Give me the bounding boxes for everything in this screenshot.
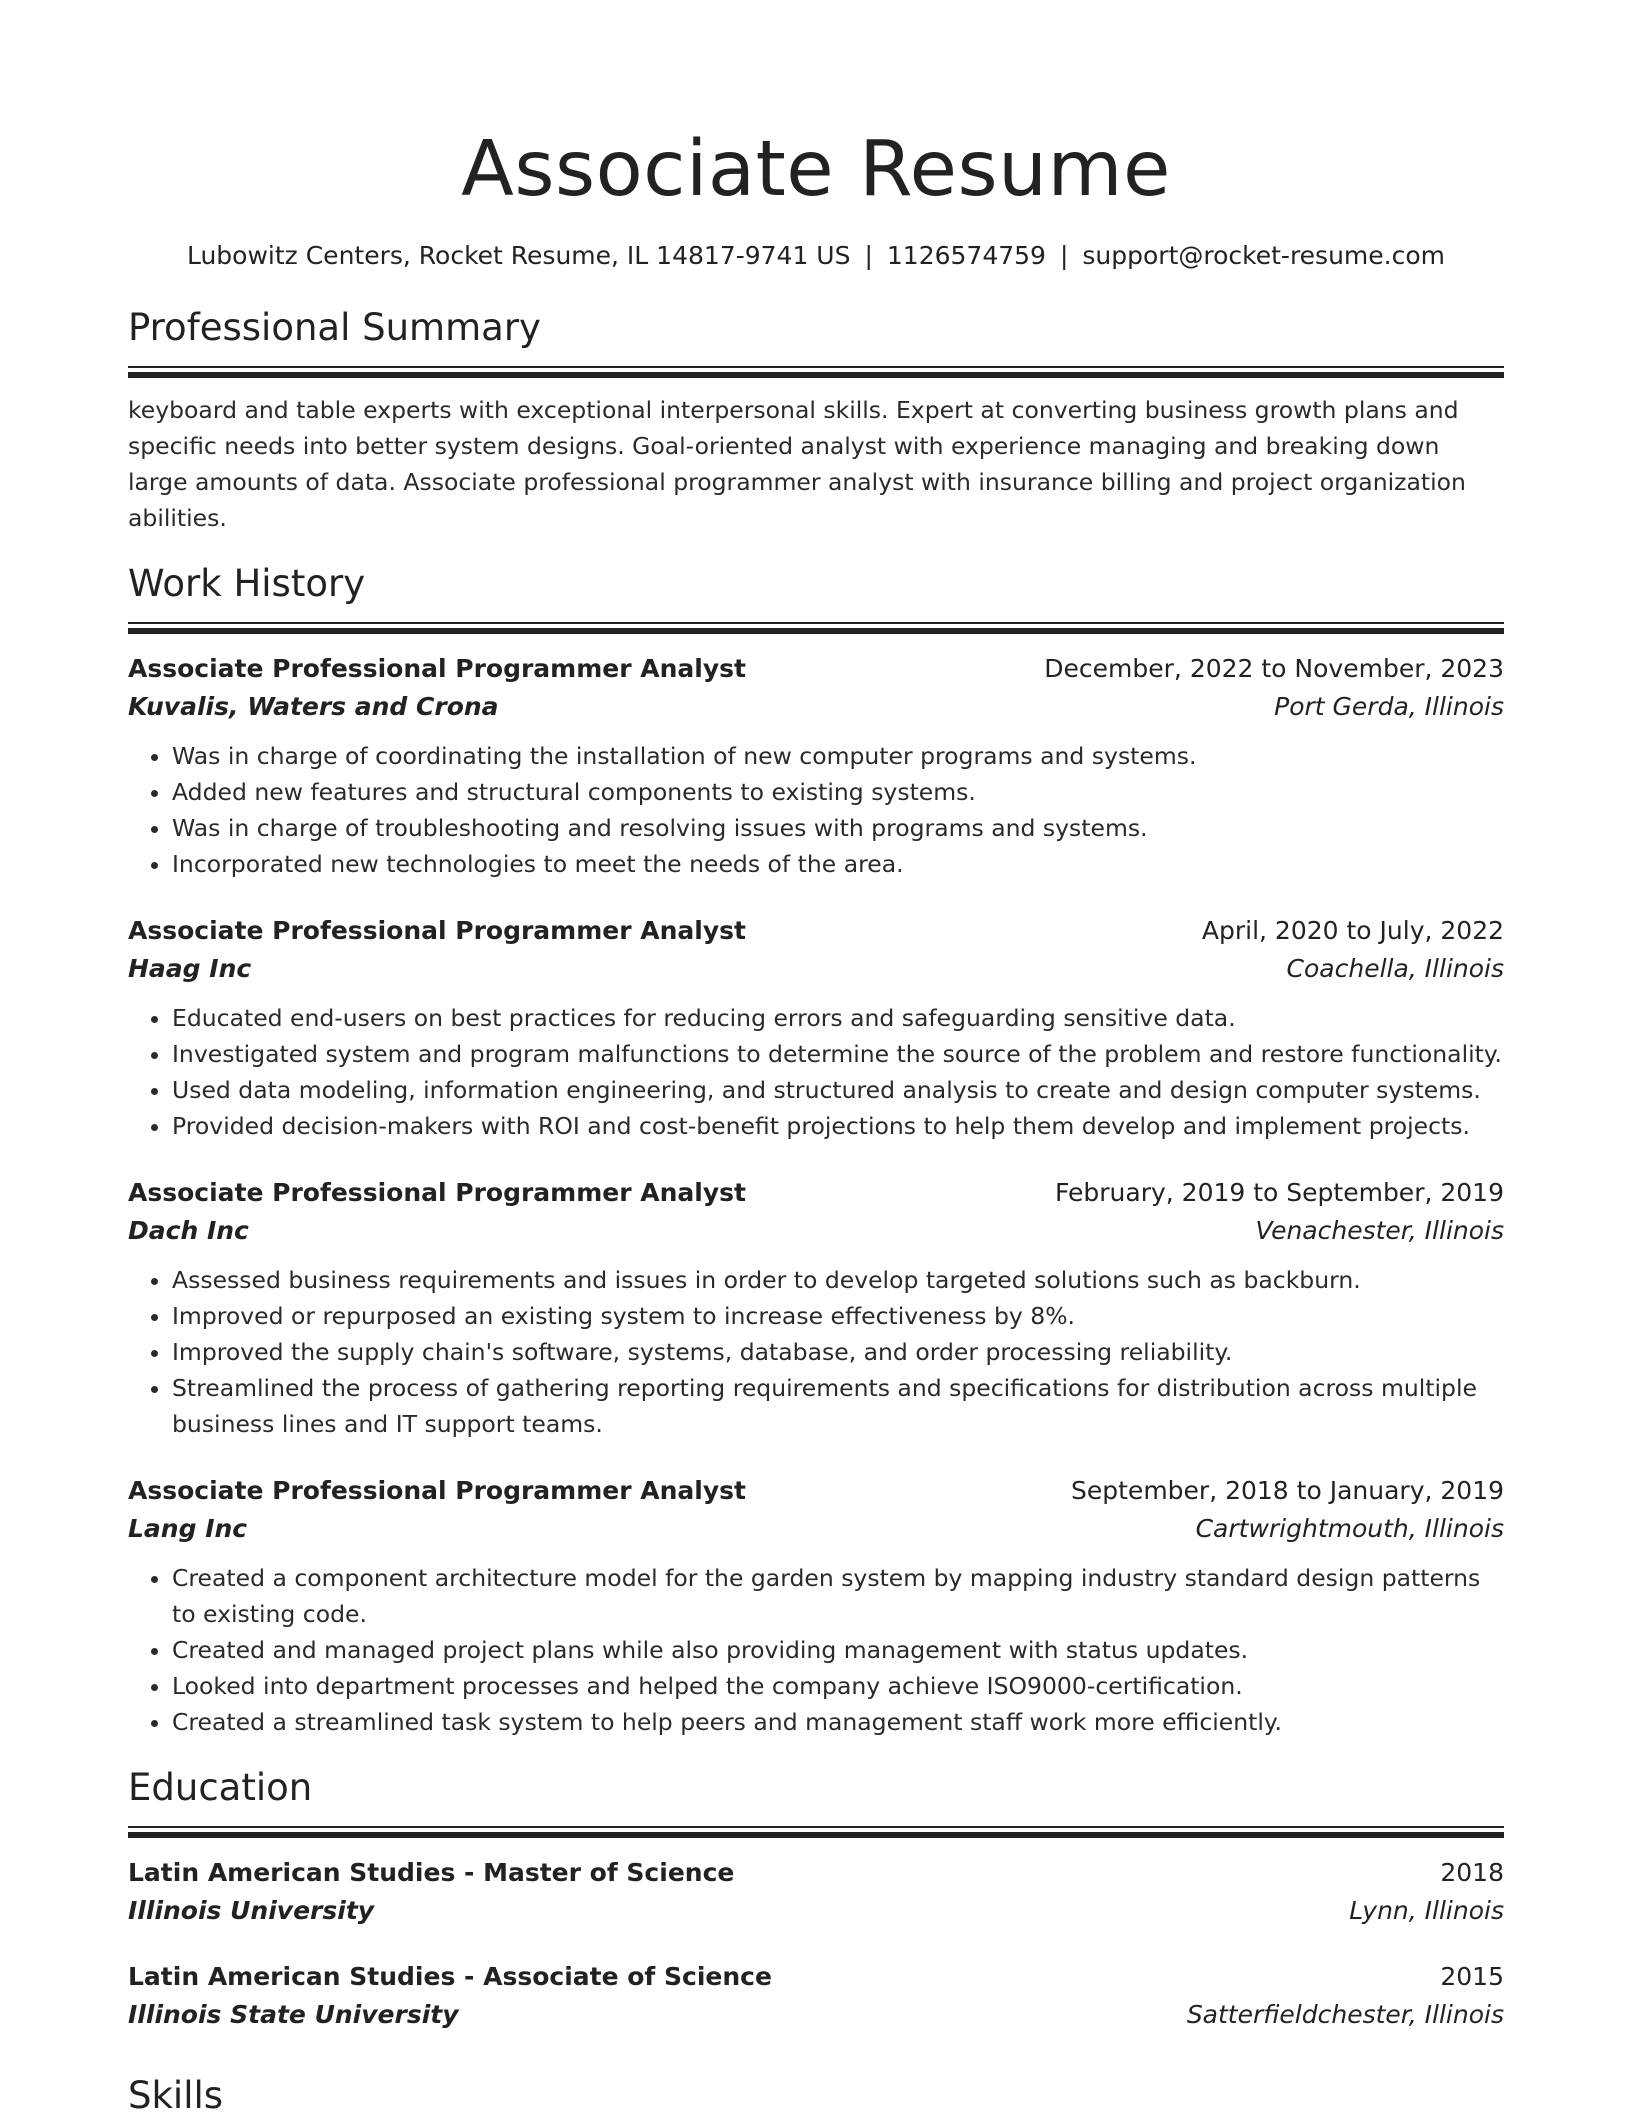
education-year: 2018 bbox=[1440, 1858, 1504, 1887]
job-location: Coachella, Illinois bbox=[1286, 954, 1504, 983]
job-bullet: • Created a streamlined task system to help peers and management staff work more efficiently. bbox=[172, 1704, 1504, 1740]
job-company: Dach Inc bbox=[128, 1216, 249, 1245]
job-entry bbox=[128, 650, 1504, 882]
job-company: Kuvalis, Waters and Crona bbox=[128, 692, 499, 721]
section-divider bbox=[128, 366, 1504, 378]
job-title: Associate Professional Programmer Analyst bbox=[128, 916, 746, 945]
job-dates: April, 2020 to July, 2022 bbox=[1201, 916, 1504, 945]
job-bullets bbox=[128, 1000, 1504, 1144]
job-bullet: • Improved or repurposed an existing system to increase effectiveness by 8%. bbox=[172, 1298, 1504, 1334]
job-bullet: • Created and managed project plans while also providing management with status updates. bbox=[172, 1632, 1504, 1668]
education-degree: Latin American Studies - Master of Science bbox=[128, 1858, 735, 1887]
contact-separator: | bbox=[864, 241, 873, 270]
education-degree: Latin American Studies - Associate of Science bbox=[128, 1962, 772, 1991]
education-year: 2015 bbox=[1440, 1962, 1504, 1991]
section-heading-skills: Skills bbox=[128, 2074, 224, 2112]
job-bullet: • Streamlined the process of gathering reporting requirements and specifications for distribution across multiple business lines and IT support teams. bbox=[172, 1370, 1504, 1442]
education-entry bbox=[128, 1958, 1504, 2034]
job-location: Port Gerda, Illinois bbox=[1274, 692, 1504, 721]
job-title: Associate Professional Programmer Analyst bbox=[128, 1178, 746, 1207]
job-title: Associate Professional Programmer Analyst bbox=[128, 1476, 746, 1505]
section-divider bbox=[128, 622, 1504, 634]
job-bullet: • Was in charge of coordinating the installation of new computer programs and systems. bbox=[172, 738, 1504, 774]
job-entry bbox=[128, 912, 1504, 1144]
education-school: Illinois State University bbox=[128, 2000, 459, 2029]
resume-content bbox=[128, 118, 1504, 2112]
contact-email[interactable]: support@rocket-resume.com bbox=[1082, 241, 1446, 270]
job-bullet: • Investigated system and program malfunctions to determine the source of the problem and restore functionality. bbox=[172, 1036, 1504, 1072]
job-location: Cartwrightmouth, Illinois bbox=[1195, 1514, 1504, 1543]
section-heading-work-history: Work History bbox=[128, 562, 366, 605]
job-bullet: • Added new features and structural components to existing systems. bbox=[172, 774, 1504, 810]
job-bullet: • Was in charge of troubleshooting and resolving issues with programs and systems. bbox=[172, 810, 1504, 846]
education-location: Lynn, Illinois bbox=[1349, 1896, 1504, 1925]
job-bullets bbox=[128, 738, 1504, 882]
education-location: Satterfieldchester, Illinois bbox=[1186, 2000, 1504, 2029]
section-divider bbox=[128, 1826, 1504, 1838]
job-title: Associate Professional Programmer Analyst bbox=[128, 654, 746, 683]
job-bullet: • Educated end-users on best practices for reducing errors and safeguarding sensitive data. bbox=[172, 1000, 1504, 1036]
job-company: Haag Inc bbox=[128, 954, 252, 983]
contact-address: Lubowitz Centers, Rocket Resume, IL 14817-9741 US bbox=[186, 241, 851, 270]
job-dates: February, 2019 to September, 2019 bbox=[1055, 1178, 1504, 1207]
job-entry bbox=[128, 1174, 1504, 1442]
summary-section bbox=[128, 302, 1504, 536]
job-bullet: • Created a component architecture model for the garden system by mapping industry standard design patterns to existing code. bbox=[172, 1560, 1504, 1632]
section-heading-education: Education bbox=[128, 1766, 313, 1809]
skills-section bbox=[128, 2070, 1504, 2112]
education-school: Illinois University bbox=[128, 1896, 375, 1925]
summary-text: keyboard and table experts with exceptional interpersonal skills. Expert at converting business growth plans and specific needs into better system designs. Goal-oriented analyst with experience managing and breaking down large amounts of data. Associate professional programmer analyst with insurance billing and project organization abilities. bbox=[128, 396, 1466, 532]
job-bullet: • Improved the supply chain's software, systems, database, and order processing reliability. bbox=[172, 1334, 1504, 1370]
job-bullets bbox=[128, 1262, 1504, 1442]
job-bullet: • Assessed business requirements and issues in order to develop targeted solutions such as backburn. bbox=[172, 1262, 1504, 1298]
job-bullet: • Used data modeling, information engineering, and structured analysis to create and design computer systems. bbox=[172, 1072, 1504, 1108]
education-section bbox=[128, 1762, 1504, 2034]
contact-phone: 1126574759 bbox=[886, 241, 1046, 270]
job-company: Lang Inc bbox=[128, 1514, 248, 1543]
section-heading-summary: Professional Summary bbox=[128, 306, 541, 349]
job-bullet: • Looked into department processes and helped the company achieve ISO9000-certification. bbox=[172, 1668, 1504, 1704]
job-bullets bbox=[128, 1560, 1504, 1740]
work-history-section bbox=[128, 558, 1504, 1740]
contact-line bbox=[128, 238, 1504, 274]
job-location: Venachester, Illinois bbox=[1255, 1216, 1504, 1245]
contact-separator: | bbox=[1059, 241, 1069, 270]
job-dates: December, 2022 to November, 2023 bbox=[1044, 654, 1504, 683]
job-dates: September, 2018 to January, 2019 bbox=[1071, 1476, 1504, 1505]
resume-title: Associate Resume bbox=[461, 125, 1171, 214]
job-bullet: • Provided decision-makers with ROI and cost-benefit projections to help them develop and implement projects. bbox=[172, 1108, 1504, 1144]
job-entry bbox=[128, 1472, 1504, 1740]
education-entry bbox=[128, 1854, 1504, 1930]
job-bullet: • Incorporated new technologies to meet the needs of the area. bbox=[172, 846, 1504, 882]
